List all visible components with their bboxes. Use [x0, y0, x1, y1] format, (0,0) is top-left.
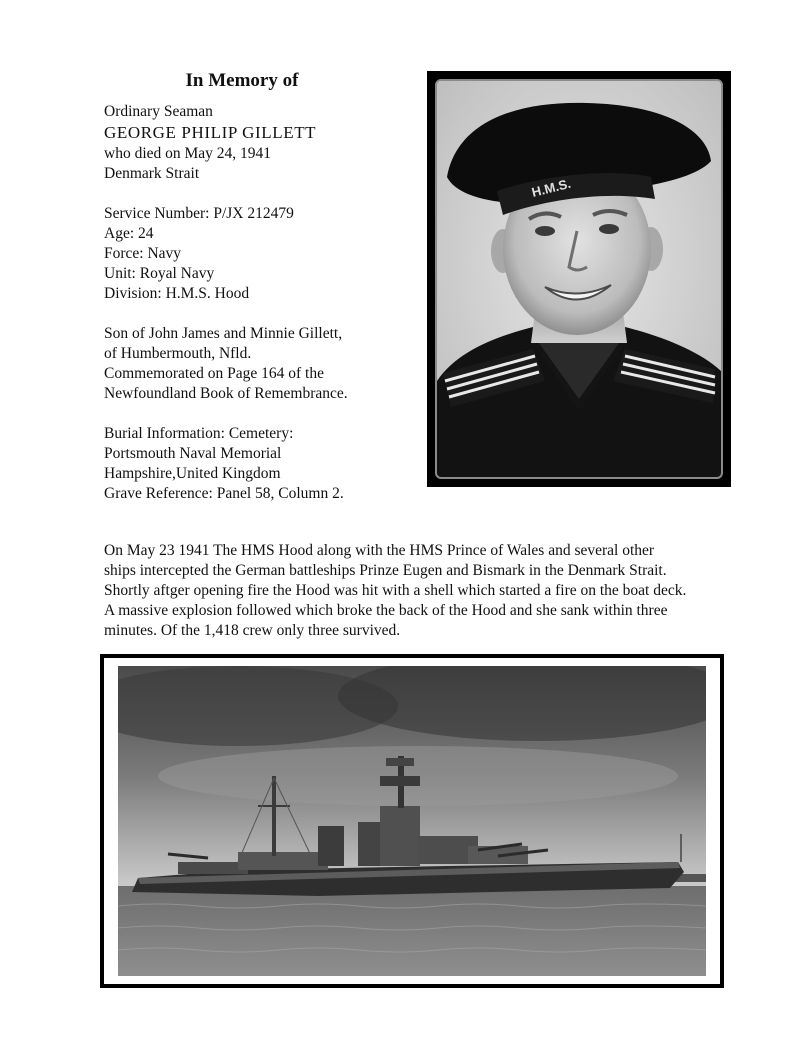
division: Division: H.M.S. Hood: [104, 285, 250, 302]
person-name: GEORGE PHILIP GILLETT: [104, 123, 317, 142]
ship-photo-frame: [100, 654, 724, 988]
age: Age: 24: [104, 225, 154, 242]
portrait-photo-frame: [427, 71, 731, 487]
narrative-line: minutes. Of the 1,418 crew only three survived.: [104, 622, 401, 639]
hms-hood-battleship-image: [118, 666, 706, 976]
narrative-line: On May 23 1941 The HMS Hood along with the HMS Prince of Wales and several other: [104, 542, 655, 559]
family-line: Son of John James and Minnie Gillett,: [104, 325, 343, 342]
burial-line: Burial Information: Cemetery:: [104, 425, 294, 442]
commemoration-line: Newfoundland Book of Remembrance.: [104, 385, 348, 402]
death-place: Denmark Strait: [104, 165, 200, 182]
ship-photo: [118, 666, 706, 976]
service-record: [104, 102, 414, 504]
narrative-line: ships intercepted the German battleships Prinze Eugen and Bismark in the Denmark Strait.: [104, 562, 667, 579]
service-number: Service Number: P/JX 212479: [104, 205, 294, 222]
page-title: In Memory of: [185, 70, 299, 91]
cap-band-text: H.M.S.: [530, 175, 573, 200]
burial-line: Portsmouth Naval Memorial: [104, 445, 282, 462]
narrative-paragraph: [104, 541, 744, 641]
sailor-portrait-image: [437, 81, 721, 477]
commemoration-line: Commemorated on Page 164 of the: [104, 365, 324, 382]
death-date: who died on May 24, 1941: [104, 145, 272, 162]
unit: Unit: Royal Navy: [104, 265, 215, 282]
force: Force: Navy: [104, 245, 182, 262]
narrative-line: Shortly aftger opening fire the Hood was hit with a shell which started a fire on the boat deck.: [104, 582, 687, 599]
narrative-line: A massive explosion followed which broke the back of the Hood and she sank within three: [104, 602, 668, 619]
burial-line: Hampshire,United Kingdom: [104, 465, 281, 482]
grave-reference: Grave Reference: Panel 58, Column 2.: [104, 485, 344, 502]
rank: Ordinary Seaman: [104, 103, 213, 120]
portrait-photo: [435, 79, 723, 479]
family-line: of Humbermouth, Nfld.: [104, 345, 252, 362]
